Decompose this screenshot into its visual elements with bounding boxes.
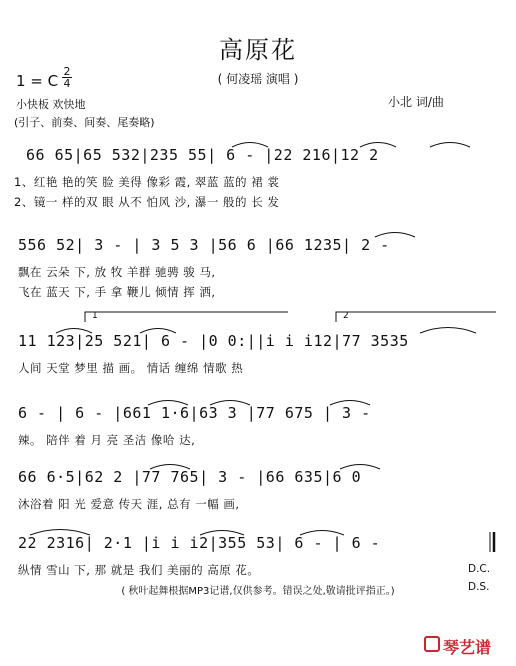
transcription-note: ( 秋叶起舞根据MP3记谱,仅供参考。错误之处,敬请批评指正。) xyxy=(121,586,395,597)
lyric-row-5: 沐浴着 阳 光 爱意 传天 涯, 总有 一幅 画, xyxy=(18,497,240,511)
notation-row-2: 556 52| 3 - | 3 5 3 |56 6 |66 1235| 2 - xyxy=(18,236,390,254)
page-title: 高原花 xyxy=(219,36,297,64)
slur-mark xyxy=(232,143,268,148)
performer-credit: ( 何凌瑶 演唱 ) xyxy=(217,72,299,86)
slur-mark xyxy=(360,143,396,148)
slur-mark xyxy=(148,401,188,406)
slur-mark xyxy=(420,328,476,334)
slur-mark xyxy=(430,143,470,148)
tempo-marking: 小快板 欢快地 xyxy=(16,98,86,111)
lyric-row-6: 纵情 雪山 下, 那 就是 我们 美丽的 高原 花。 xyxy=(18,563,260,577)
lyric-row-3: 人间 天堂 梦里 描 画。 情话 缠绵 情歌 热 xyxy=(18,361,244,375)
slur-mark xyxy=(340,465,380,470)
notation-row-5: 66 6·5|62 2 |77 765| 3 - |66 635|6 0 xyxy=(18,468,362,486)
dal-segno-mark: D.S. xyxy=(468,581,490,593)
slur-mark xyxy=(140,329,176,334)
lyric-row-2-verse-1: 飘在 云朵 下, 放 牧 羊群 驰骋 骏 马, xyxy=(18,265,216,279)
volta-bracket-1 xyxy=(85,312,288,322)
slur-mark xyxy=(330,401,370,406)
notation-row-4: 6 - | 6 - |661 1·6|63 3 |77 675 | 3 - xyxy=(18,404,371,422)
da-capo-mark: D.C. xyxy=(468,563,491,575)
time-signature-bottom: 4 xyxy=(63,77,71,90)
time-signature-top: 2 xyxy=(63,65,71,78)
lyric-row-1-verse-2: 2、镜一 样的双 眼 从不 怕风 沙, 瀑一 般的 长 发 xyxy=(14,195,280,209)
notation-row-1: 66 65|65 532|235 55| 6 - |22 216|12 2 xyxy=(26,146,379,164)
slur-mark xyxy=(56,329,92,334)
slur-mark xyxy=(300,531,344,536)
volta-2: 2 xyxy=(343,311,349,321)
slur-mark xyxy=(150,465,190,470)
lyric-row-2-verse-2: 飞在 蓝天 下, 手 拿 鞭儿 倾情 挥 洒, xyxy=(18,285,216,299)
slur-mark xyxy=(375,233,415,238)
volta-1: 1 xyxy=(92,311,98,321)
lyricist-composer: 小北 词/曲 xyxy=(388,95,444,109)
notation-row-6: 22 2316| 2·1 |i i i2|355 53| 6 - | 6 - xyxy=(18,534,381,552)
key-signature: 1 = C xyxy=(16,72,59,90)
slur-mark xyxy=(210,401,250,406)
lyric-row-4: 辣。 陪伴 着 月 亮 圣洁 像哈 达, xyxy=(18,433,196,447)
slur-mark xyxy=(30,530,90,536)
slur-mark xyxy=(200,531,244,536)
lyric-row-1-verse-1: 1、红艳 艳的笑 脸 美得 像彩 霞, 翠蓝 蓝的 裙 裳 xyxy=(14,175,280,189)
site-logo: 琴艺谱 xyxy=(443,638,492,657)
notation-row-3: 11 123|25 521| 6 - |0 0:||i i i12|77 3535 xyxy=(18,332,409,350)
volta-bracket-2 xyxy=(336,312,496,322)
arrangement-note: (引子、前奏、间奏、尾奏略) xyxy=(14,116,155,129)
